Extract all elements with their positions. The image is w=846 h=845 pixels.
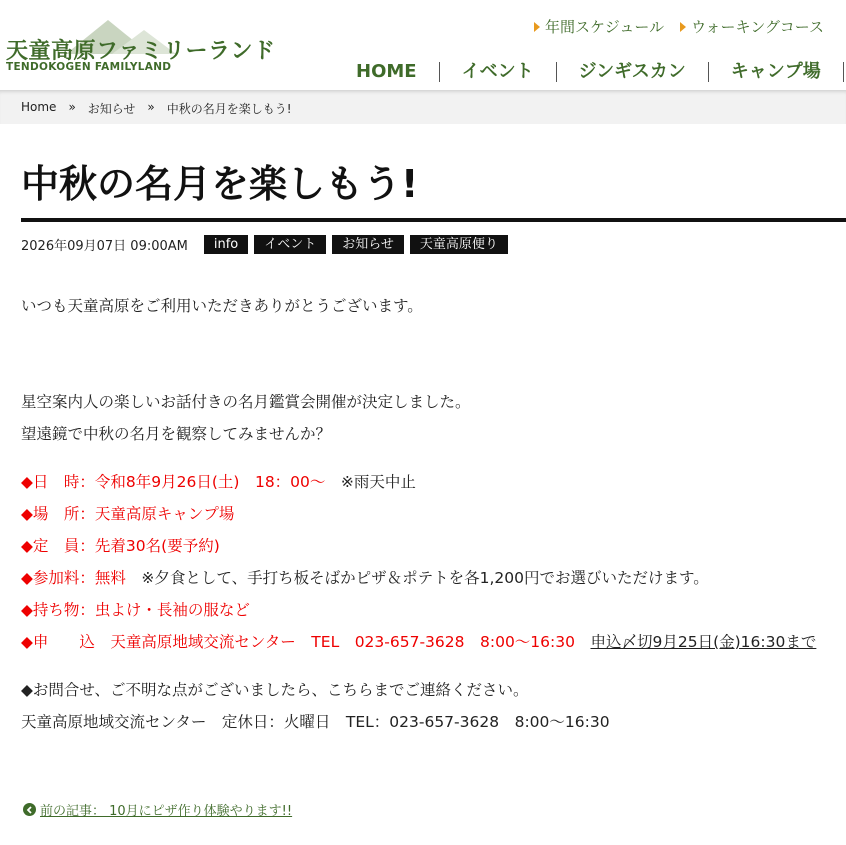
breadcrumb-category[interactable]: お知らせ xyxy=(87,102,136,116)
article-body xyxy=(21,290,846,738)
chevron-left-icon xyxy=(23,803,36,816)
nav-campsite[interactable]: キャンプ場 xyxy=(709,62,844,82)
breadcrumb-home[interactable]: Home xyxy=(21,100,57,114)
nav-jingisukan[interactable]: ジンギスカン xyxy=(557,62,709,82)
breadcrumb xyxy=(21,100,304,117)
top-links xyxy=(534,16,824,37)
tag-event[interactable]: イベント xyxy=(254,235,326,254)
article xyxy=(21,124,846,738)
breadcrumb-bar xyxy=(0,90,846,124)
prev-post-nav xyxy=(23,800,292,819)
tag-info[interactable]: info xyxy=(204,235,248,254)
detail-place: ◆場 所：天童高原キャンプ場 xyxy=(21,505,235,523)
detail-fee: ◆参加料：無料 ※夕食として、手打ち板そばかピザ＆ポテトを各1,200円でお選びいただけます。 xyxy=(21,569,709,587)
toplink-annual-schedule[interactable] xyxy=(534,16,664,37)
global-nav xyxy=(334,62,844,82)
triangle-right-icon xyxy=(680,22,686,32)
prev-post-link[interactable]: 前の記事： 10月にピザ作り体験やります!! xyxy=(40,804,293,819)
toplink-label: ウォーキングコース xyxy=(691,18,825,36)
site-header xyxy=(0,0,846,90)
nav-event[interactable]: イベント xyxy=(440,62,557,82)
detail-capacity: ◆定 員：先着30名(要予約) xyxy=(21,537,220,555)
detail-date: ◆日 時：令和8年9月26日(土) 18：00〜 ※雨天中止 xyxy=(21,473,416,491)
inquiry-text-2: 天童高原地域交流センター 定休日：火曜日 TEL：023-657-3628 8:00〜16:30 xyxy=(21,713,610,731)
logo-title: 天童高原ファミリーランド xyxy=(6,39,276,64)
greeting-text: いつも天童高原をご利用いただきありがとうございます。 xyxy=(21,297,423,315)
breadcrumb-separator: » xyxy=(147,100,155,114)
detail-items: ◆持ち物：虫よけ・長袖の服など xyxy=(21,601,250,619)
toplink-walking-course[interactable] xyxy=(680,16,824,37)
apply-deadline: 申込〆切9月25日(金)16:30まで xyxy=(590,633,817,651)
site-logo[interactable] xyxy=(6,14,276,76)
breadcrumb-separator: » xyxy=(68,100,76,114)
triangle-right-icon xyxy=(534,22,540,32)
article-meta xyxy=(21,234,846,254)
logo-subtitle: TENDOKOGEN FAMILYLAND xyxy=(6,61,172,73)
intro-text-1: 星空案内人の楽しいお話付きの名月鑑賞会開催が決定しました。 xyxy=(21,393,471,411)
nav-home[interactable]: HOME xyxy=(334,62,440,82)
post-date: 2026年09月07日 09:00AM xyxy=(21,238,188,254)
detail-apply: ◆申 込 天童高原地域交流センター TEL 023-657-3628 8:00〜16:30 申込〆切9月25日(金)16:30まで xyxy=(21,633,817,651)
toplink-label: 年間スケジュール xyxy=(545,18,665,36)
tag-tendokogen-news[interactable]: 天童高原便り xyxy=(410,235,508,254)
page-title: 中秋の名月を楽しもう! xyxy=(21,160,846,222)
tag-news[interactable]: お知らせ xyxy=(332,235,404,254)
breadcrumb-current: 中秋の名月を楽しもう! xyxy=(166,102,292,116)
inquiry-text-1: ◆お問合せ、ご不明な点がございましたら、こちらまでご連絡ください。 xyxy=(21,681,529,699)
intro-text-2: 望遠鏡で中秋の名月を観察してみませんか？ xyxy=(21,425,332,443)
